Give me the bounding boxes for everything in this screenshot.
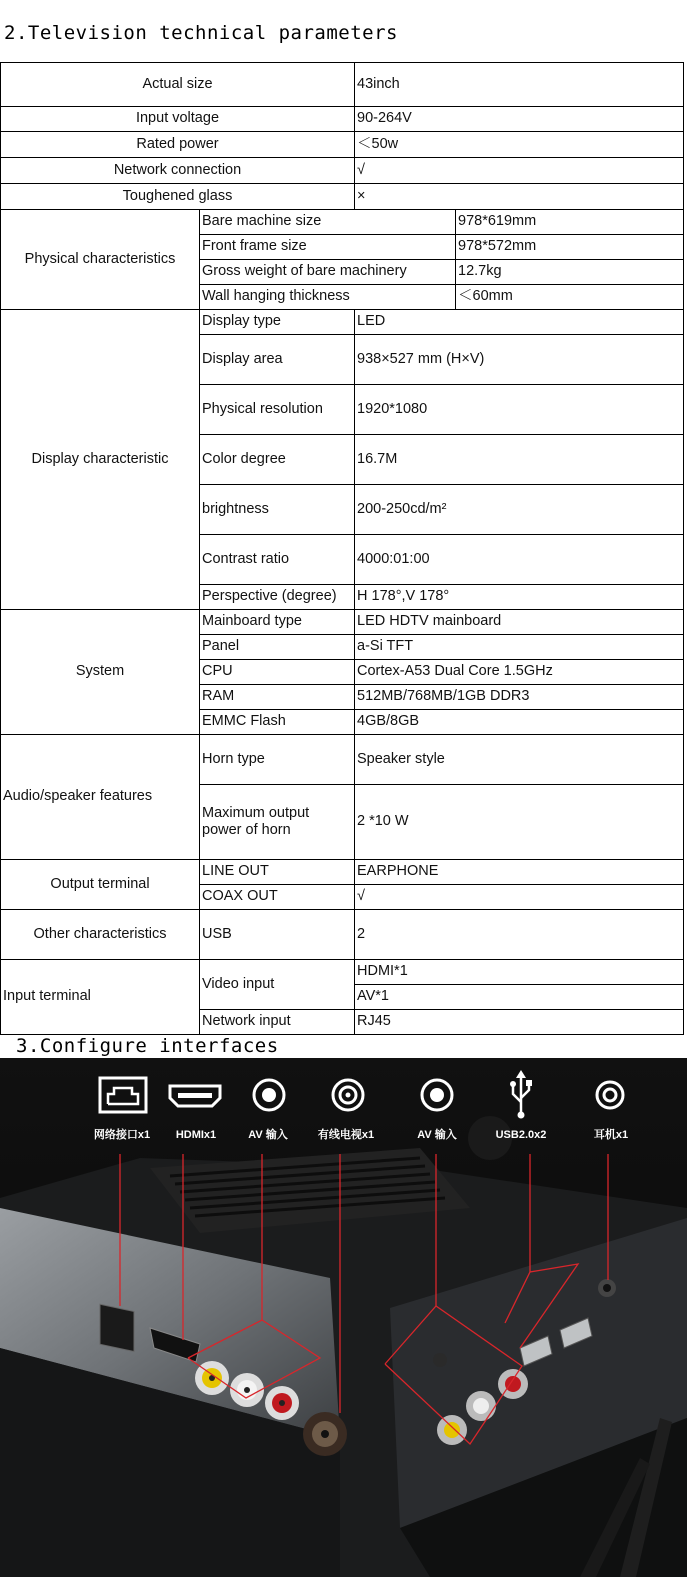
table-row	[1, 735, 684, 785]
section-label-physical: Physical characteristics	[1, 210, 200, 310]
table-row	[1, 132, 684, 158]
spec-label: Front frame size	[200, 235, 456, 260]
av-jack-yellow-right	[437, 1415, 467, 1445]
table-row	[1, 310, 684, 335]
section-title-interfaces: 3.Configure interfaces	[16, 1035, 279, 1057]
spec-label: brightness	[200, 485, 355, 535]
spec-value: ＜60mm	[456, 285, 684, 310]
spec-value: 938×527 mm (H×V)	[355, 335, 684, 385]
section-label-output: Output terminal	[1, 860, 200, 910]
spec-value: 90-264V	[355, 107, 684, 132]
spec-value: 16.7M	[355, 435, 684, 485]
spec-value: ＜50w	[355, 132, 684, 158]
spec-label: Horn type	[200, 735, 355, 785]
spec-value: LED HDTV mainboard	[355, 610, 684, 635]
av-jack-red	[265, 1386, 299, 1420]
spec-value: 200-250cd/m²	[355, 485, 684, 535]
interface-label: 有线电视x1	[317, 1129, 375, 1141]
spec-label: Toughened glass	[1, 184, 355, 210]
spec-value: 12.7kg	[456, 260, 684, 285]
table-row	[1, 158, 684, 184]
table-row	[1, 910, 684, 960]
table-row	[1, 63, 684, 107]
interface-label: AV 输入	[417, 1129, 457, 1141]
spec-label: Physical resolution	[200, 385, 355, 435]
spec-label: Input voltage	[1, 107, 355, 132]
spec-label: COAX OUT	[200, 885, 355, 910]
table-row	[1, 184, 684, 210]
spec-value: 2 *10 W	[355, 785, 684, 860]
table-row	[1, 107, 684, 132]
spec-value: RJ45	[355, 1010, 684, 1035]
spec-label: Panel	[200, 635, 355, 660]
spec-label-line: power of horn	[202, 822, 291, 838]
spec-label: Video input	[200, 960, 355, 1010]
spec-label: Network input	[200, 1010, 355, 1035]
spec-value: √	[355, 885, 684, 910]
table-row	[1, 860, 684, 885]
spec-label: Network connection	[1, 158, 355, 184]
spec-label: Color degree	[200, 435, 355, 485]
spec-label: Rated power	[1, 132, 355, 158]
interface-label: USB2.0x2	[495, 1129, 547, 1141]
spec-value: a-Si TFT	[355, 635, 684, 660]
spec-label: RAM	[200, 685, 355, 710]
section-label-other: Other characteristics	[1, 910, 200, 960]
spec-value: 2	[355, 910, 684, 960]
spec-value: 4GB/8GB	[355, 710, 684, 735]
coax-jack	[303, 1412, 347, 1456]
spec-label: Actual size	[1, 63, 355, 107]
interfaces-photo	[0, 1058, 687, 1577]
spec-value: H 178°,V 178°	[355, 585, 684, 610]
spec-label	[200, 785, 355, 860]
spec-value: ×	[355, 184, 684, 210]
table-row	[1, 960, 684, 985]
spec-label: CPU	[200, 660, 355, 685]
spec-label: Wall hanging thickness	[200, 285, 456, 310]
spec-value: AV*1	[355, 985, 684, 1010]
spec-value: 978*619mm	[456, 210, 684, 235]
section-label-system: System	[1, 610, 200, 735]
spec-value: √	[355, 158, 684, 184]
spec-label: Display type	[200, 310, 355, 335]
interface-label: 耳机x1	[593, 1129, 629, 1141]
spec-label: Contrast ratio	[200, 535, 355, 585]
spec-table	[0, 62, 684, 1035]
spec-value: EARPHONE	[355, 860, 684, 885]
spec-label: Perspective (degree)	[200, 585, 355, 610]
spec-label-line: Maximum output	[202, 804, 310, 821]
interface-label: AV 输入	[248, 1129, 288, 1141]
spec-label: Bare machine size	[200, 210, 456, 235]
spec-label: LINE OUT	[200, 860, 355, 885]
spec-value: 1920*1080	[355, 385, 684, 435]
spec-label: Display area	[200, 335, 355, 385]
spec-value: Speaker style	[355, 735, 684, 785]
table-row	[1, 210, 684, 235]
spec-value: Cortex-A53 Dual Core 1.5GHz	[355, 660, 684, 685]
interface-label: 网络接口x1	[93, 1129, 151, 1141]
earphone-jack	[598, 1279, 616, 1297]
spec-label: EMMC Flash	[200, 710, 355, 735]
spec-value: HDMI*1	[355, 960, 684, 985]
spec-value: 4000:01:00	[355, 535, 684, 585]
spec-label: USB	[200, 910, 355, 960]
screw	[433, 1353, 447, 1367]
spec-value: 512MB/768MB/1GB DDR3	[355, 685, 684, 710]
section-label-display: Display characteristic	[1, 310, 200, 610]
spec-label: Mainboard type	[200, 610, 355, 635]
section-title-parameters: 2.Television technical parameters	[4, 22, 398, 44]
section-label-audio: Audio/speaker features	[1, 735, 200, 860]
interface-label: HDMIx1	[175, 1129, 217, 1141]
spec-value: 978*572mm	[456, 235, 684, 260]
table-row	[1, 610, 684, 635]
spec-value: LED	[355, 310, 684, 335]
section-label-input: Input terminal	[1, 960, 200, 1035]
spec-value: 43inch	[355, 63, 684, 107]
av-jack-white-right	[466, 1391, 496, 1421]
ethernet-port	[100, 1304, 134, 1351]
spec-label: Gross weight of bare machinery	[200, 260, 456, 285]
